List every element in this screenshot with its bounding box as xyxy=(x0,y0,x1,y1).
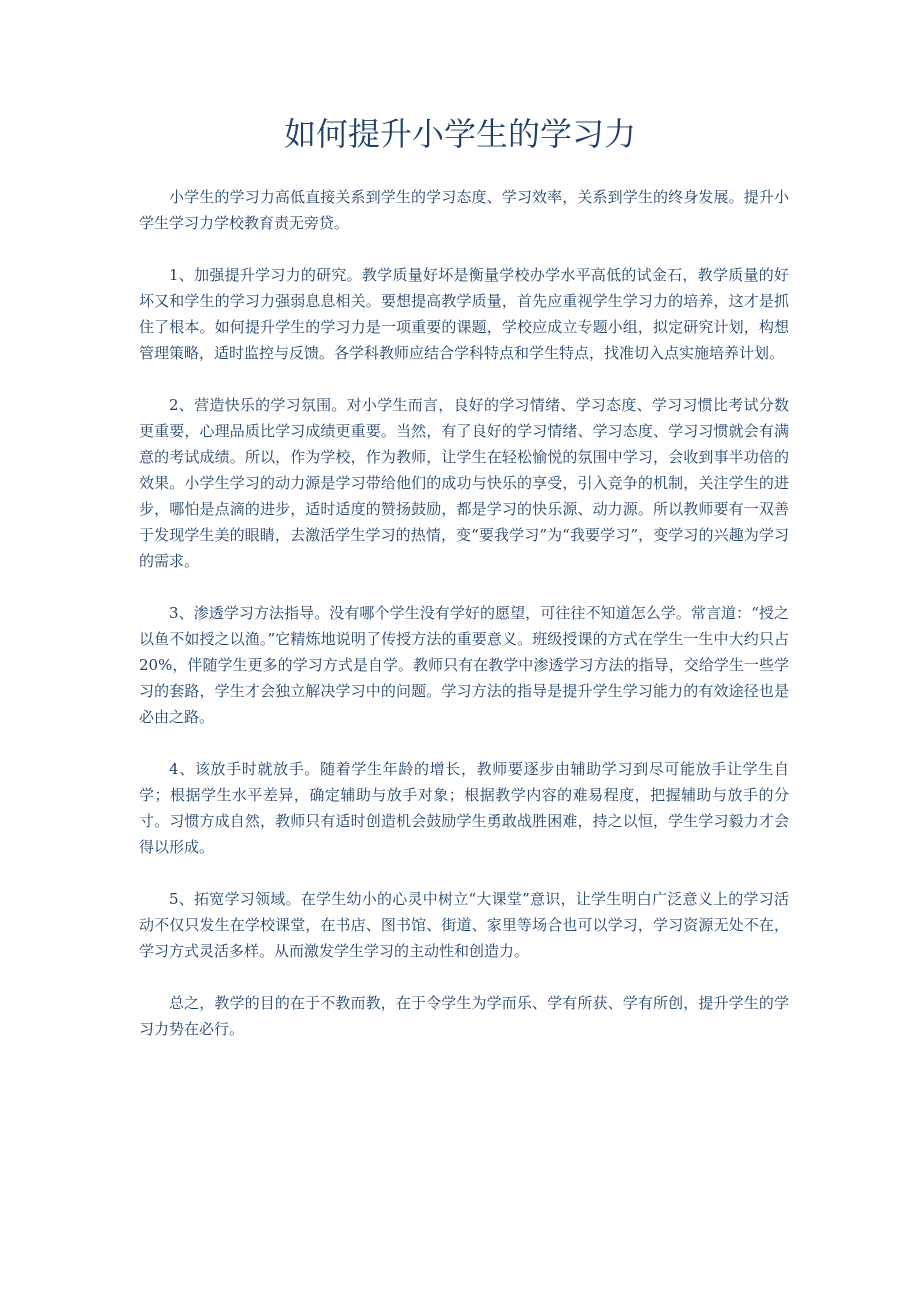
intro-paragraph: 小学生的学习力高低直接关系到学生的学习态度、学习效率，关系到学生的终身发展。提升小学生学习力学校教育责无旁贷。 xyxy=(139,188,789,232)
document-title: 如何提升小学生的学习力 xyxy=(283,115,636,153)
paragraph-4-independence: 4、该放手时就放手。随着学生年龄的增长，教师要逐步由辅助学习到尽可能放手让学生自学；根据学生水平差异，确定辅助与放手对象；根据教学内容的难易程度，把握辅助与放手的分寸。习惯方成自然，教师只有适时创造机会鼓励学生勇敢战胜困难，持之以恒，学生学习毅力才会得以形成。 xyxy=(139,760,789,856)
paragraph-3-method: 3、渗透学习方法指导。没有哪个学生没有学好的愿望，可往往不知道怎么学。常言道：“授之以鱼不如授之以渔。”它精炼地说明了传授方法的重要意义。班级授课的方式在学生一生中大约只占20%，伴随学生更多的学习方式是自学。教师只有在教学中渗透学习方法的指导，交给学生一些学习的套路，学生才会独立解决学习中的问题。学习方法的指导是提升学生学习能力的有效途径也是必由之路。 xyxy=(139,604,789,726)
conclusion-paragraph: 总之，教学的目的在于不教而教，在于令学生为学而乐、学有所获、学有所创，提升学生的学习力势在必行。 xyxy=(139,994,789,1038)
paragraph-5-field: 5、拓宽学习领域。在学生幼小的心灵中树立“大课堂”意识，让学生明白广泛意义上的学习活动不仅只发生在学校课堂，在书店、图书馆、街道、家里等场合也可以学习，学习资源无处不在，学习方式灵活多样。从而激发学生学习的主动性和创造力。 xyxy=(139,890,789,960)
paragraph-2-atmosphere: 2、营造快乐的学习氛围。对小学生而言，良好的学习情绪、学习态度、学习习惯比考试分数更重要，心理品质比学习成绩更重要。当然，有了良好的学习情绪、学习态度、学习习惯就会有满意的考试成绩。所以，作为学校，作为教师，让学生在轻松愉悦的氛围中学习，会收到事半功倍的效果。小学生学习的动力源是学习带给他们的成功与快乐的享受，引入竞争的机制，关注学生的进步，哪怕是点滴的进步，适时适度的赞扬鼓励，都是学习的快乐源、动力源。所以教师要有一双善于发现学生美的眼睛，去激活学生学习的热情，变“要我学习”为“我要学习”，变学习的兴趣为学习的需求。 xyxy=(139,396,789,570)
document-body xyxy=(139,184,789,1068)
paragraph-1-research: 1、加强提升学习力的研究。教学质量好坏是衡量学校办学水平高低的试金石，教学质量的好坏又和学生的学习力强弱息息相关。要想提高教学质量，首先应重视学生学习力的培养，这才是抓住了根本。如何提升学生的学习力是一项重要的课题，学校应成立专题小组，拟定研究计划，构想管理策略，适时监控与反馈。各学科教师应结合学科特点和学生特点，找准切入点实施培养计划。 xyxy=(139,266,789,362)
